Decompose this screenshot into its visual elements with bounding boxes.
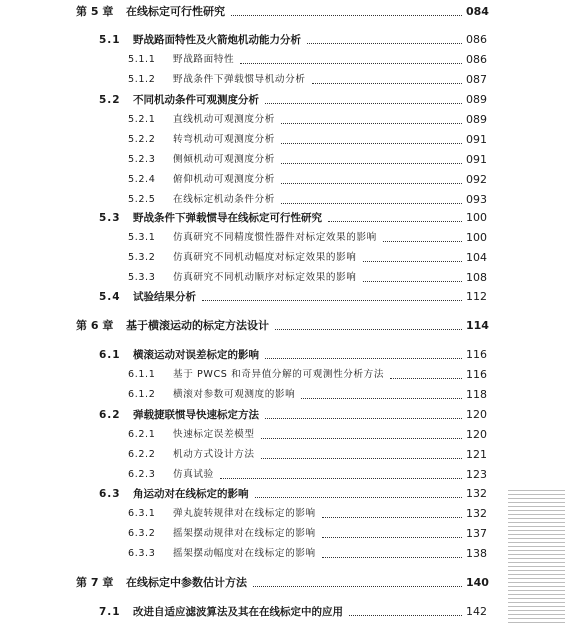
toc-leader-dots <box>253 586 462 587</box>
toc-entry-page: 114 <box>466 319 489 332</box>
toc-entry[interactable] <box>0 525 565 543</box>
toc-entry-page: 100 <box>466 231 487 244</box>
toc-entry-number: 6.3.2 <box>128 528 156 539</box>
toc-entry-number: 6.2.2 <box>128 449 156 460</box>
toc-leader-dots <box>383 241 462 242</box>
toc-entry-title: 在线标定中参数估计方法 <box>126 576 247 589</box>
toc-entry-number: 5.3 <box>99 212 121 224</box>
toc-entry-number: 第 5 章 <box>76 5 114 18</box>
toc-leader-dots <box>328 221 462 222</box>
toc-entry-page: 089 <box>466 93 487 106</box>
toc-entry-title: 野战条件下弹载惯导在线标定可行性研究 <box>133 212 322 224</box>
toc-entry[interactable] <box>0 249 565 267</box>
toc-entry-title: 转弯机动可观测度分析 <box>173 134 275 145</box>
toc-entry-title: 野战路面特性及火箭炮机动能力分析 <box>133 34 301 46</box>
toc-leader-dots <box>275 329 462 330</box>
toc-entry-page: 091 <box>466 133 487 146</box>
toc-leader-dots <box>281 183 462 184</box>
toc-entry-title: 横滚运动对误差标定的影响 <box>133 349 259 361</box>
toc-entry-number: 6.1 <box>99 349 121 361</box>
toc-entry-number: 5.2.5 <box>128 194 156 205</box>
toc-leader-dots <box>390 378 462 379</box>
toc-entry-title: 摇架摆动幅度对在线标定的影响 <box>173 548 316 559</box>
toc-entry-page: 137 <box>466 527 487 540</box>
toc-leader-dots <box>307 43 462 44</box>
toc-entry-page: 089 <box>466 113 487 126</box>
toc-entry[interactable] <box>0 317 565 335</box>
toc-entry-page: 116 <box>466 368 487 381</box>
toc-leader-dots <box>240 63 462 64</box>
toc-entry-title: 野战路面特性 <box>173 54 235 65</box>
toc-entry-title: 基于 PWCS 和奇异值分解的可观测性分析方法 <box>173 369 385 380</box>
toc-entry[interactable] <box>0 229 565 247</box>
toc-entry-title: 在线标定可行性研究 <box>126 5 225 18</box>
toc-entry-page: 091 <box>466 153 487 166</box>
toc-entry-title: 直线机动可观测度分析 <box>173 114 275 125</box>
toc-entry[interactable] <box>0 269 565 287</box>
toc-entry[interactable] <box>0 131 565 149</box>
toc-leader-dots <box>261 458 462 459</box>
toc-entry-number: 5.1.2 <box>128 74 156 85</box>
toc-entry[interactable] <box>0 151 565 169</box>
toc-entry-title: 摇架摆动规律对在线标定的影响 <box>173 528 316 539</box>
toc-entry-title: 仿真研究不同机动幅度对标定效果的影响 <box>173 252 357 263</box>
toc-entry-page: 086 <box>466 33 487 46</box>
toc-entry-number: 6.3.1 <box>128 508 156 519</box>
toc-entry-page: 084 <box>466 5 489 18</box>
toc-entry-title: 侧倾机动可观测度分析 <box>173 154 275 165</box>
toc-entry-page: 086 <box>466 53 487 66</box>
toc-leader-dots <box>312 83 462 84</box>
toc-entry-number: 6.3 <box>99 488 121 500</box>
toc-entry-title: 仿真研究不同机动顺序对标定效果的影响 <box>173 272 357 283</box>
toc-entry[interactable] <box>0 288 565 306</box>
toc-entry-page: 121 <box>466 448 487 461</box>
toc-leader-dots <box>261 438 462 439</box>
toc-entry-title: 在线标定机动条件分析 <box>173 194 275 205</box>
toc-entry[interactable] <box>0 574 565 592</box>
toc-entry-number: 6.2.1 <box>128 429 156 440</box>
toc-entry-page: 138 <box>466 547 487 560</box>
toc-entry-page: 132 <box>466 487 487 500</box>
toc-entry-page: 123 <box>466 468 487 481</box>
toc-leader-dots <box>363 261 462 262</box>
toc-leader-dots <box>363 281 462 282</box>
toc-entry-number: 5.2.3 <box>128 154 156 165</box>
toc-entry[interactable] <box>0 406 565 424</box>
toc-entry[interactable] <box>0 346 565 364</box>
toc-entry-number: 第 6 章 <box>76 319 114 332</box>
toc-leader-dots <box>265 103 462 104</box>
toc-entry-page: 093 <box>466 193 487 206</box>
toc-entry[interactable] <box>0 51 565 69</box>
toc-leader-dots <box>322 537 462 538</box>
toc-entry-title: 试验结果分析 <box>133 291 196 303</box>
toc-entry-page: 140 <box>466 576 489 589</box>
toc-entry[interactable] <box>0 31 565 49</box>
toc-entry-title: 机动方式设计方法 <box>173 449 255 460</box>
toc-entry[interactable] <box>0 386 565 404</box>
toc-entry-page: 100 <box>466 211 487 224</box>
toc-entry-title: 野战条件下弹载惯导机动分析 <box>173 74 306 85</box>
toc-entry-page: 104 <box>466 251 487 264</box>
toc-leader-dots <box>281 123 462 124</box>
toc-entry[interactable] <box>0 111 565 129</box>
toc-entry-number: 6.1.1 <box>128 369 156 380</box>
toc-entry-number: 5.4 <box>99 291 121 303</box>
toc-leader-dots <box>265 418 462 419</box>
toc-leader-dots <box>220 478 462 479</box>
toc-leader-dots <box>281 143 462 144</box>
toc-entry-number: 5.2.2 <box>128 134 156 145</box>
toc-entry-number: 5.2.1 <box>128 114 156 125</box>
toc-leader-dots <box>202 300 462 301</box>
toc-entry[interactable] <box>0 485 565 503</box>
page-edge-lines <box>508 490 565 623</box>
toc-entry-number: 5.3.3 <box>128 272 156 283</box>
toc-entry[interactable] <box>0 366 565 384</box>
toc-entry-number: 5.2 <box>99 94 121 106</box>
toc-leader-dots <box>322 517 462 518</box>
toc-leader-dots <box>265 358 462 359</box>
toc-leader-dots <box>255 497 462 498</box>
toc-entry[interactable] <box>0 426 565 444</box>
toc-entry-page: 120 <box>466 408 487 421</box>
toc-entry-title: 仿真研究不同精度惯性器件对标定效果的影响 <box>173 232 377 243</box>
toc-leader-dots <box>322 557 462 558</box>
toc-entry-number: 6.3.3 <box>128 548 156 559</box>
toc-entry-title: 不同机动条件可观测度分析 <box>133 94 259 106</box>
toc-entry-title: 快速标定误差模型 <box>173 429 255 440</box>
toc-entry[interactable] <box>0 191 565 209</box>
toc-entry[interactable] <box>0 71 565 89</box>
toc-entry-page: 142 <box>466 605 487 618</box>
toc-entry-page: 087 <box>466 73 487 86</box>
toc-entry[interactable] <box>0 545 565 563</box>
toc-entry-number: 7.1 <box>99 606 121 618</box>
toc-entry[interactable] <box>0 3 565 21</box>
toc-entry-number: 第 7 章 <box>76 576 114 589</box>
toc-entry-page: 092 <box>466 173 487 186</box>
toc-entry[interactable] <box>0 209 565 227</box>
toc-entry-number: 6.2 <box>99 409 121 421</box>
toc-entry-title: 横滚对参数可观测度的影响 <box>173 389 296 400</box>
toc-entry[interactable] <box>0 446 565 464</box>
toc-leader-dots <box>301 398 462 399</box>
toc-entry-number: 5.3.2 <box>128 252 156 263</box>
toc-entry-number: 6.1.2 <box>128 389 156 400</box>
toc-entry[interactable] <box>0 603 565 621</box>
toc-entry-title: 仿真试验 <box>173 469 214 480</box>
toc-entry[interactable] <box>0 505 565 523</box>
toc-entry-page: 112 <box>466 290 487 303</box>
toc-entry[interactable] <box>0 466 565 484</box>
toc-entry-page: 118 <box>466 388 487 401</box>
toc-entry-page: 132 <box>466 507 487 520</box>
toc-entry-title: 角运动对在线标定的影响 <box>133 488 249 500</box>
toc-leader-dots <box>231 15 462 16</box>
toc-entry-page: 120 <box>466 428 487 441</box>
toc-entry[interactable] <box>0 91 565 109</box>
toc-entry-number: 6.2.3 <box>128 469 156 480</box>
toc-leader-dots <box>281 203 462 204</box>
toc-entry[interactable] <box>0 171 565 189</box>
toc-entry-page: 108 <box>466 271 487 284</box>
toc-entry-number: 5.2.4 <box>128 174 156 185</box>
toc-entry-number: 5.1.1 <box>128 54 156 65</box>
toc-leader-dots <box>349 615 462 616</box>
toc-leader-dots <box>281 163 462 164</box>
toc-entry-title: 俯仰机动可观测度分析 <box>173 174 275 185</box>
toc-entry-title: 弹载捷联惯导快速标定方法 <box>133 409 259 421</box>
toc-entry-title: 基于横滚运动的标定方法设计 <box>126 319 269 332</box>
toc-entry-number: 5.1 <box>99 34 121 46</box>
toc-entry-title: 弹丸旋转规律对在线标定的影响 <box>173 508 316 519</box>
toc-entry-title: 改进自适应滤波算法及其在在线标定中的应用 <box>133 606 343 618</box>
toc-entry-number: 5.3.1 <box>128 232 156 243</box>
toc-entry-page: 116 <box>466 348 487 361</box>
